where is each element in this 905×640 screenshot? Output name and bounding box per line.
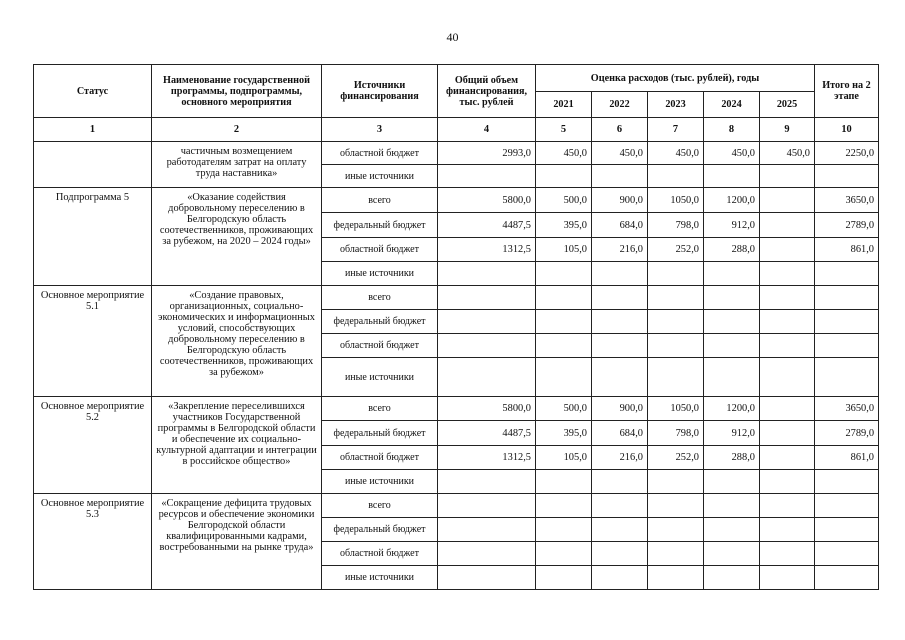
year-value-cell: [760, 358, 815, 397]
year-value-cell: 288,0: [704, 446, 760, 470]
year-value-cell: [704, 470, 760, 494]
year-value-cell: 450,0: [536, 142, 592, 165]
year-value-cell: [760, 397, 815, 421]
year-value-cell: [648, 310, 704, 334]
year-value-cell: 900,0: [592, 397, 648, 421]
header-stage-total: Итого на 2 этапе: [815, 65, 879, 118]
total-volume-cell: [438, 310, 536, 334]
year-value-cell: [760, 262, 815, 286]
stage-total-cell: [815, 262, 879, 286]
funding-source-cell: федеральный бюджет: [322, 213, 438, 238]
funding-source-cell: областной бюджет: [322, 142, 438, 165]
funding-source-cell: всего: [322, 286, 438, 310]
year-value-cell: 1050,0: [648, 397, 704, 421]
total-volume-cell: 5800,0: [438, 188, 536, 213]
year-value-cell: 500,0: [536, 188, 592, 213]
year-value-cell: [704, 566, 760, 590]
year-value-cell: 252,0: [648, 238, 704, 262]
funding-source-cell: федеральный бюджет: [322, 421, 438, 446]
column-index: 9: [760, 118, 815, 142]
program-name-cell: частичным возмещением работодателям затрат на оплату труда наставника»: [152, 142, 322, 188]
year-value-cell: [760, 238, 815, 262]
year-value-cell: 900,0: [592, 188, 648, 213]
year-value-cell: 288,0: [704, 238, 760, 262]
total-volume-cell: [438, 262, 536, 286]
total-volume-cell: 4487,5: [438, 421, 536, 446]
year-value-cell: [648, 494, 704, 518]
year-value-cell: [760, 188, 815, 213]
column-index: 1: [34, 118, 152, 142]
column-index: 6: [592, 118, 648, 142]
year-value-cell: [760, 518, 815, 542]
year-value-cell: [536, 286, 592, 310]
year-value-cell: 450,0: [760, 142, 815, 165]
year-value-cell: [648, 286, 704, 310]
stage-total-cell: [815, 358, 879, 397]
total-volume-cell: 5800,0: [438, 397, 536, 421]
year-value-cell: [760, 542, 815, 566]
year-value-cell: [760, 334, 815, 358]
year-value-cell: [648, 518, 704, 542]
year-value-cell: [536, 542, 592, 566]
year-value-cell: [592, 262, 648, 286]
funding-source-cell: всего: [322, 494, 438, 518]
year-value-cell: 105,0: [536, 446, 592, 470]
total-volume-cell: [438, 165, 536, 188]
year-value-cell: 450,0: [592, 142, 648, 165]
funding-source-cell: всего: [322, 397, 438, 421]
year-value-cell: [592, 334, 648, 358]
year-value-cell: [648, 358, 704, 397]
total-volume-cell: [438, 470, 536, 494]
total-volume-cell: 4487,5: [438, 213, 536, 238]
year-value-cell: 395,0: [536, 421, 592, 446]
year-value-cell: 684,0: [592, 213, 648, 238]
stage-total-cell: [815, 566, 879, 590]
year-value-cell: 252,0: [648, 446, 704, 470]
column-index: 3: [322, 118, 438, 142]
year-value-cell: [760, 566, 815, 590]
year-value-cell: 912,0: [704, 213, 760, 238]
year-value-cell: [536, 566, 592, 590]
year-value-cell: [648, 165, 704, 188]
funding-source-cell: иные источники: [322, 262, 438, 286]
status-cell: Подпрограмма 5: [34, 188, 152, 286]
year-value-cell: [704, 310, 760, 334]
year-value-cell: [760, 446, 815, 470]
stage-total-cell: 861,0: [815, 446, 879, 470]
year-value-cell: 500,0: [536, 397, 592, 421]
column-index: 5: [536, 118, 592, 142]
year-value-cell: [704, 165, 760, 188]
year-value-cell: 1200,0: [704, 397, 760, 421]
table-row: [34, 286, 879, 310]
year-value-cell: 450,0: [704, 142, 760, 165]
funding-source-cell: областной бюджет: [322, 446, 438, 470]
year-value-cell: [536, 165, 592, 188]
year-value-cell: [704, 494, 760, 518]
table-row: [34, 494, 879, 518]
year-value-cell: [704, 262, 760, 286]
total-volume-cell: 1312,5: [438, 238, 536, 262]
column-index: 7: [648, 118, 704, 142]
program-name-cell: «Сокращение дефицита трудовых ресурсов и обеспечение экономики Белгородской области квалифицированными кадрами, востребованными на рынке труда»: [152, 494, 322, 590]
stage-total-cell: 3650,0: [815, 188, 879, 213]
program-name-cell: «Закрепление переселившихся участников Государственной программы в Белгородской области и обеспечение их социально-культурной адаптации и интеграции в российское общество»: [152, 397, 322, 494]
funding-source-cell: федеральный бюджет: [322, 518, 438, 542]
year-value-cell: [704, 518, 760, 542]
year-value-cell: [648, 542, 704, 566]
year-value-cell: [592, 470, 648, 494]
table-row: [34, 397, 879, 421]
funding-source-cell: иные источники: [322, 566, 438, 590]
column-index: 4: [438, 118, 536, 142]
status-cell: Основное мероприятие 5.2: [34, 397, 152, 494]
year-value-cell: [760, 310, 815, 334]
year-value-cell: 105,0: [536, 238, 592, 262]
program-name-cell: «Создание правовых, организационных, социально-экономических и информационных условий, способствующих добровольному переселению в Белгородскую область соотечественников, проживающих за рубежом»: [152, 286, 322, 397]
year-value-cell: 912,0: [704, 421, 760, 446]
year-value-cell: 798,0: [648, 421, 704, 446]
status-cell: Основное мероприятие 5.3: [34, 494, 152, 590]
year-value-cell: [760, 286, 815, 310]
column-index: 10: [815, 118, 879, 142]
year-value-cell: [704, 358, 760, 397]
year-value-cell: 450,0: [648, 142, 704, 165]
year-value-cell: [536, 358, 592, 397]
year-value-cell: [592, 358, 648, 397]
year-value-cell: [704, 542, 760, 566]
stage-total-cell: [815, 518, 879, 542]
header-year: 2025: [760, 92, 815, 118]
year-value-cell: [592, 286, 648, 310]
table-row: [34, 142, 879, 165]
column-index: 2: [152, 118, 322, 142]
stage-total-cell: [815, 470, 879, 494]
stage-total-cell: [815, 334, 879, 358]
total-volume-cell: [438, 542, 536, 566]
year-value-cell: [592, 566, 648, 590]
funding-source-cell: иные источники: [322, 358, 438, 397]
stage-total-cell: [815, 494, 879, 518]
funding-source-cell: всего: [322, 188, 438, 213]
year-value-cell: [536, 470, 592, 494]
header-year: 2022: [592, 92, 648, 118]
year-value-cell: [648, 566, 704, 590]
header-status: Статус: [34, 65, 152, 118]
stage-total-cell: 2789,0: [815, 213, 879, 238]
year-value-cell: [760, 470, 815, 494]
page-number: 40: [446, 30, 459, 44]
total-volume-cell: [438, 334, 536, 358]
year-value-cell: 798,0: [648, 213, 704, 238]
column-index-row: [34, 118, 879, 142]
year-value-cell: [536, 310, 592, 334]
funding-source-cell: федеральный бюджет: [322, 310, 438, 334]
year-value-cell: 216,0: [592, 446, 648, 470]
stage-total-cell: [815, 286, 879, 310]
year-value-cell: 216,0: [592, 238, 648, 262]
year-value-cell: [592, 494, 648, 518]
status-cell: [34, 142, 152, 188]
year-value-cell: [760, 165, 815, 188]
header-name: Наименование государственной программы, подпрограммы, основного мероприятия: [152, 65, 322, 118]
year-value-cell: [592, 542, 648, 566]
year-value-cell: [648, 262, 704, 286]
header-sources: Источники финансирования: [322, 65, 438, 118]
year-value-cell: 395,0: [536, 213, 592, 238]
header-estimate: Оценка расходов (тыс. рублей), годы: [536, 65, 815, 92]
stage-total-cell: 3650,0: [815, 397, 879, 421]
stage-total-cell: [815, 310, 879, 334]
year-value-cell: [760, 421, 815, 446]
budget-table: [33, 64, 879, 590]
year-value-cell: 1050,0: [648, 188, 704, 213]
year-value-cell: [760, 494, 815, 518]
table-body: [34, 142, 879, 590]
year-value-cell: [592, 518, 648, 542]
header-year: 2024: [704, 92, 760, 118]
year-value-cell: [536, 262, 592, 286]
year-value-cell: [592, 165, 648, 188]
year-value-cell: 684,0: [592, 421, 648, 446]
year-value-cell: [536, 494, 592, 518]
total-volume-cell: 2993,0: [438, 142, 536, 165]
total-volume-cell: [438, 358, 536, 397]
year-value-cell: [536, 518, 592, 542]
total-volume-cell: [438, 518, 536, 542]
header-total-volume: Общий объем финансирования, тыс. рублей: [438, 65, 536, 118]
year-value-cell: [704, 286, 760, 310]
year-value-cell: [536, 334, 592, 358]
program-name-cell: «Оказание содействия добровольному переселению в Белгородскую область соотечественников, проживающих за рубежом, на 2020 – 2024 годы»: [152, 188, 322, 286]
total-volume-cell: [438, 566, 536, 590]
funding-source-cell: областной бюджет: [322, 334, 438, 358]
year-value-cell: [760, 213, 815, 238]
year-value-cell: [648, 470, 704, 494]
stage-total-cell: 2250,0: [815, 142, 879, 165]
total-volume-cell: [438, 286, 536, 310]
year-value-cell: [704, 334, 760, 358]
status-cell: Основное мероприятие 5.1: [34, 286, 152, 397]
stage-total-cell: 861,0: [815, 238, 879, 262]
funding-source-cell: областной бюджет: [322, 238, 438, 262]
stage-total-cell: 2789,0: [815, 421, 879, 446]
funding-source-cell: иные источники: [322, 165, 438, 188]
funding-source-cell: областной бюджет: [322, 542, 438, 566]
header-year: 2021: [536, 92, 592, 118]
total-volume-cell: [438, 494, 536, 518]
stage-total-cell: [815, 165, 879, 188]
total-volume-cell: 1312,5: [438, 446, 536, 470]
year-value-cell: 1200,0: [704, 188, 760, 213]
header-year: 2023: [648, 92, 704, 118]
year-value-cell: [648, 334, 704, 358]
table-row: [34, 188, 879, 213]
column-index: 8: [704, 118, 760, 142]
stage-total-cell: [815, 542, 879, 566]
year-value-cell: [592, 310, 648, 334]
funding-source-cell: иные источники: [322, 470, 438, 494]
